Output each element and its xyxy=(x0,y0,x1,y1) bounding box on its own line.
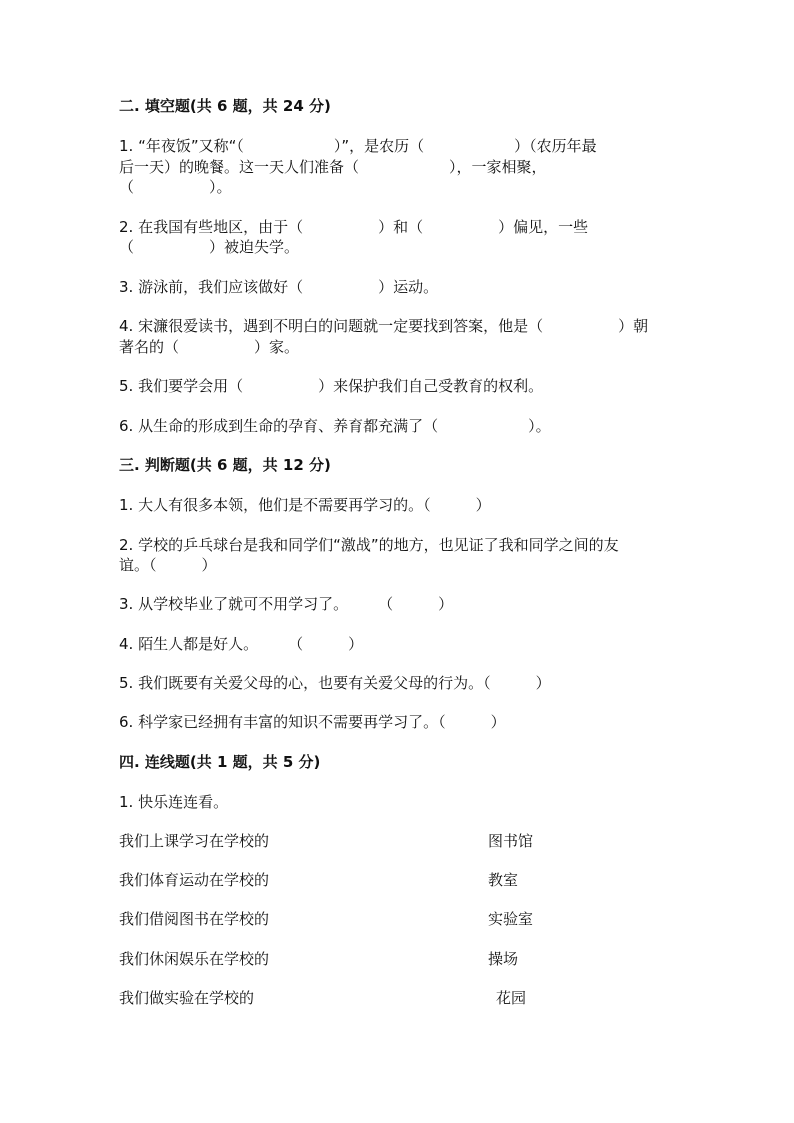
match-right-item: 花园 xyxy=(496,989,527,1007)
match-right-item: 教室 xyxy=(488,871,519,889)
judge-q2-line2: 谊。（ ） xyxy=(119,556,217,574)
judge-q6: 6. 科学家已经拥有丰富的知识不需要再学习了。（ ） xyxy=(119,713,506,731)
fill-q2-line2: （ ）被迫失学。 xyxy=(119,238,300,256)
judge-q2-line1: 2. 学校的乒乓球台是我和同学们“激战”的地方，也见证了我和同学之间的友 xyxy=(119,536,619,554)
match-left-item: 我们做实验在学校的 xyxy=(119,989,255,1007)
judge-q4: 4. 陌生人都是好人。 （ ） xyxy=(119,635,364,653)
match-right-item: 操场 xyxy=(488,950,519,968)
fill-q5: 5. 我们要学会用（ ）来保护我们自己受教育的权利。 xyxy=(119,377,544,395)
match-left-item: 我们借阅图书在学校的 xyxy=(119,910,270,928)
match-left-item: 我们休闲娱乐在学校的 xyxy=(119,950,270,968)
fill-q1-line2: 后一天）的晚餐。这一天人们准备（ ），一家相聚， xyxy=(119,158,547,176)
judge-q5: 5. 我们既要有关爱父母的心，也要有关爱父母的行为。（ ） xyxy=(119,674,551,692)
judge-q1: 1. 大人有很多本领，他们是不需要再学习的。（ ） xyxy=(119,496,491,514)
judge-q3: 3. 从学校毕业了就可不用学习了。 （ ） xyxy=(119,595,454,613)
match-right-item: 图书馆 xyxy=(488,832,534,850)
match-right-item: 实验室 xyxy=(488,910,534,928)
section-3-title: 三. 判断题(共 6 题，共 12 分) xyxy=(119,456,331,474)
fill-q3: 3. 游泳前，我们应该做好（ ）运动。 xyxy=(119,278,439,296)
match-left-item: 我们体育运动在学校的 xyxy=(119,871,270,889)
match-left-item: 我们上课学习在学校的 xyxy=(119,832,270,850)
section-4-title: 四. 连线题(共 1 题，共 5 分) xyxy=(119,753,321,771)
fill-q4-line1: 4. 宋濂很爱读书，遇到不明白的问题就一定要找到答案，他是（ ）朝 xyxy=(119,317,649,335)
fill-q1-line1: 1. “年夜饭”又称“（ ）”，是农历（ ）（农历年最 xyxy=(119,137,597,155)
fill-q4-line2: 著名的（ ）家。 xyxy=(119,338,300,356)
section-2-title: 二. 填空题(共 6 题，共 24 分) xyxy=(119,97,331,115)
fill-q1-line3: （ ）。 xyxy=(119,178,232,196)
fill-q2-line1: 2. 在我国有些地区，由于（ ）和（ ）偏见，一些 xyxy=(119,218,589,236)
match-q1: 1. 快乐连连看。 xyxy=(119,793,229,811)
fill-q6: 6. 从生命的形成到生命的孕育、养育都充满了（ ）。 xyxy=(119,417,551,435)
